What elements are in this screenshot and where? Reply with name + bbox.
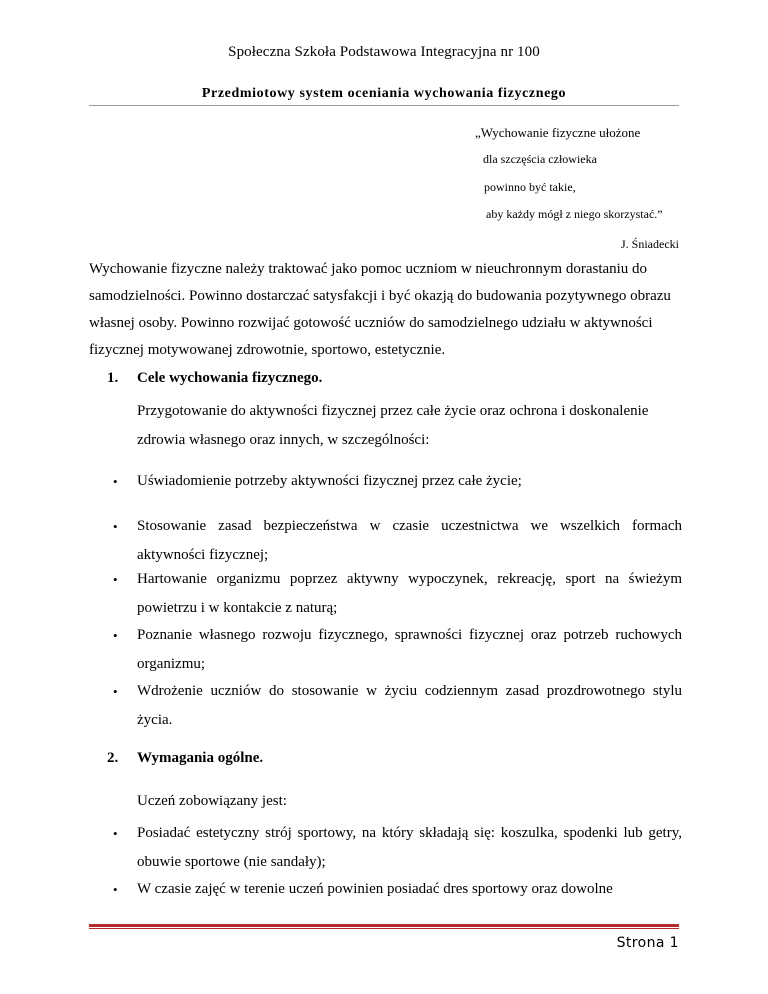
section-title: Wymagania ogólne. xyxy=(137,750,264,766)
bullet-marker: • xyxy=(113,826,118,841)
list-item: Poznanie własnego rozwoju fizycznego, sprawności fizycznej oraz potrzeb ruchowych organizmu; xyxy=(137,627,682,672)
list-item: Uświadomienie potrzeby aktywności fizycznej przez całe życie; xyxy=(137,473,522,489)
bullet-marker: • xyxy=(113,628,118,643)
list-item: Wdrożenie uczniów do stosowanie w życiu codziennym zasad prozdrowotnego stylu życia. xyxy=(137,683,682,728)
footer-divider-thin xyxy=(89,928,679,929)
quote-line: powinno być takie, xyxy=(484,180,576,194)
section-lead: Przygotowanie do aktywności fizycznej przez całe życie oraz ochrona i doskonalenie zdrowia własnego oraz innych, w szczególności: xyxy=(137,403,649,448)
bullet-marker: • xyxy=(113,474,118,489)
footer-divider xyxy=(89,924,679,927)
header-document-title: Przedmiotowy system oceniania wychowania fizycznego xyxy=(201,86,567,101)
header-school-name: Społeczna Szkoła Podstawowa Integracyjna nr 100 xyxy=(228,44,540,60)
list-item: Stosowanie zasad bezpieczeństwa w czasie uczestnictwa we wszelkich formach aktywności fizycznej; xyxy=(137,518,682,563)
section-number: 2. xyxy=(107,750,119,766)
quote-author: J. Śniadecki xyxy=(621,237,679,251)
section-lead: Uczeń zobowiązany jest: xyxy=(137,793,287,809)
section-heading xyxy=(107,370,322,387)
list-item: Hartowanie organizmu poprzez aktywny wypoczynek, rekreację, sport na świeżym powietrzu i w kontakcie z naturą; xyxy=(137,571,682,616)
section-number: 1. xyxy=(107,370,119,386)
bullet-marker: • xyxy=(113,519,118,534)
section-heading xyxy=(107,750,263,767)
quote-line: „Wychowanie fizyczne ułożone xyxy=(475,125,641,140)
quote-line: dla szczęścia człowieka xyxy=(483,152,597,166)
list-item: Posiadać estetyczny strój sportowy, na który składają się: koszulka, spodenki lub getry, obuwie sportowe (nie sandały); xyxy=(137,825,682,870)
intro-paragraph: Wychowanie fizyczne należy traktować jako pomoc uczniom w nieuchronnym dorastaniu do samodzielności. Powinno dostarczać satysfakcji i być okazją do budowania pozytywnego obrazu własnej osoby. Powinno rozwijać gotowość uczniów do samodzielnego udziału w aktywności fizycznej motywowanej zdrowotnie, sportowo, estetycznie. xyxy=(89,261,671,358)
section-title: Cele wychowania fizycznego. xyxy=(137,370,323,386)
bullet-marker: • xyxy=(113,684,118,699)
bullet-marker: • xyxy=(113,882,118,897)
quote-line: aby każdy mógł z niego skorzystać.” xyxy=(486,207,663,221)
list-item: W czasie zajęć w terenie uczeń powinien posiadać dres sportowy oraz dowolne xyxy=(137,881,613,897)
bullet-marker: • xyxy=(113,572,118,587)
header-divider xyxy=(89,105,679,106)
page-number: Strona 1 xyxy=(616,935,679,951)
